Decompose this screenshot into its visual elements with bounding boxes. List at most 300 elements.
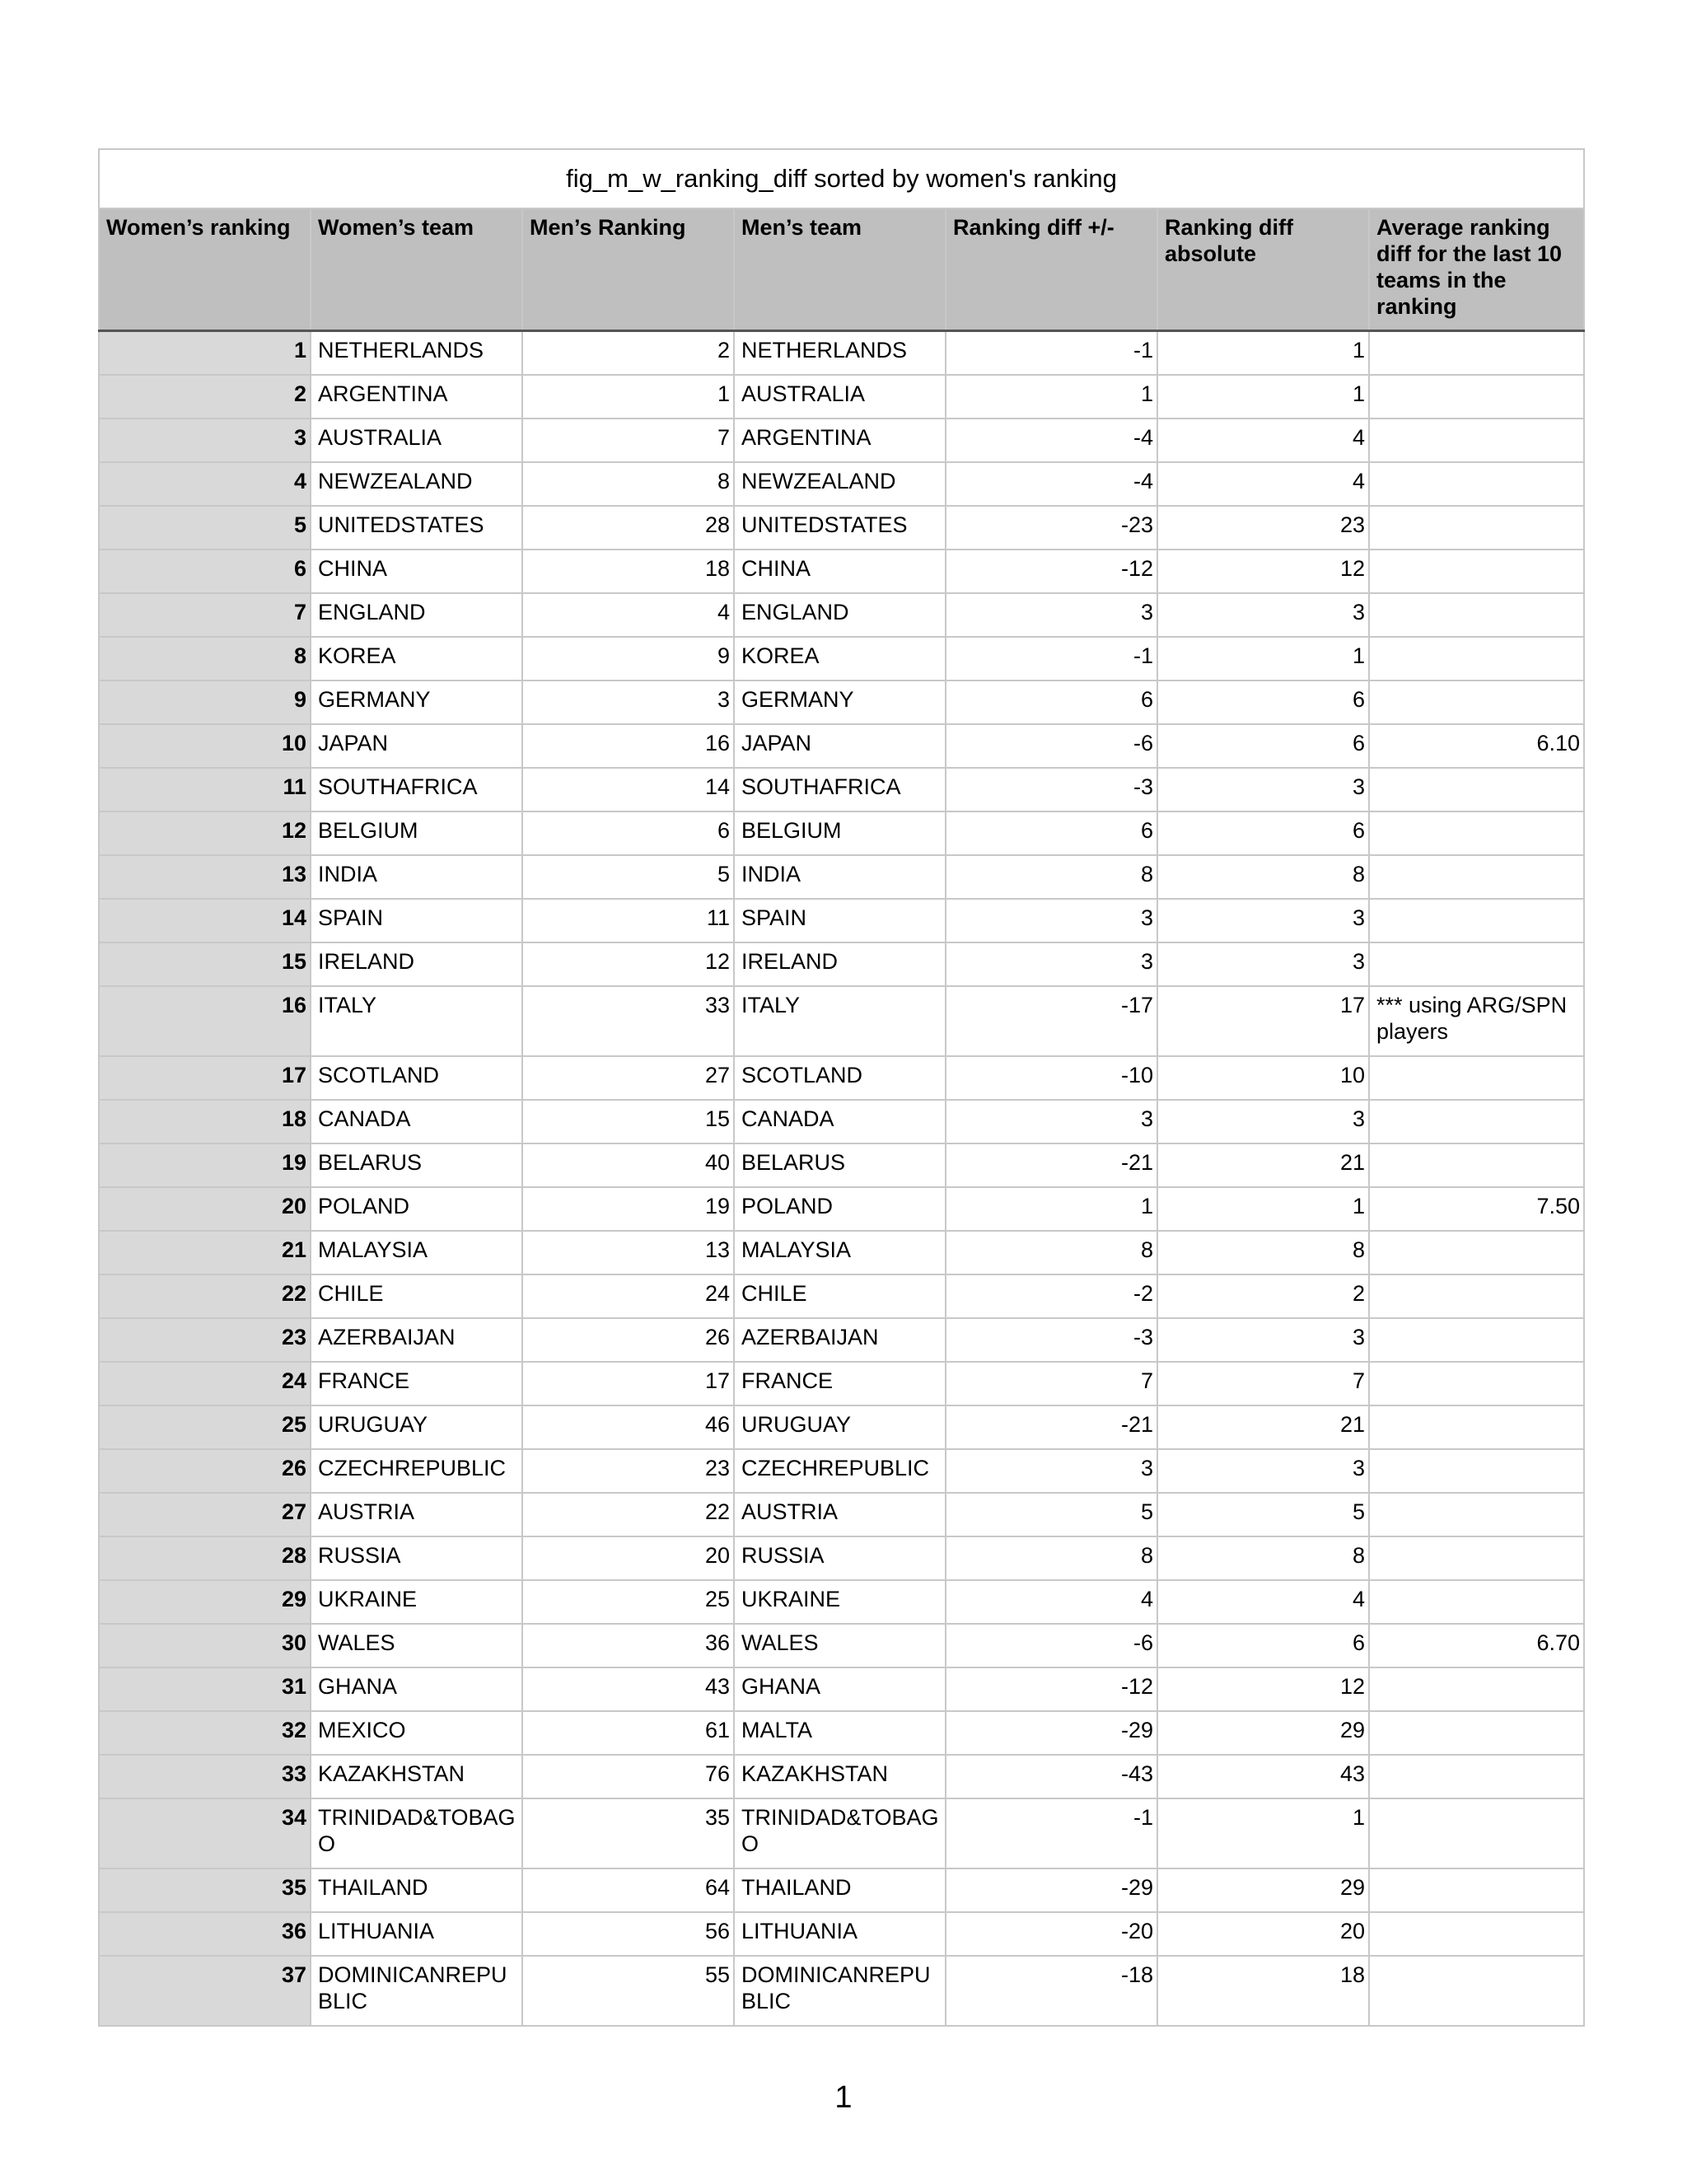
table-row (99, 1362, 1584, 1405)
mens-team-cell: LITHUANIA (734, 1912, 946, 1956)
mens-ranking-cell: 28 (522, 506, 734, 550)
mens-team-cell: GERMANY (734, 680, 946, 724)
womens-team-cell: BELARUS (311, 1143, 522, 1187)
mens-team-cell: URUGUAY (734, 1405, 946, 1449)
mens-ranking-cell: 16 (522, 724, 734, 768)
womens-team-cell: KOREA (311, 637, 522, 680)
mens-team-cell: KAZAKHSTAN (734, 1755, 946, 1798)
ranking-diff-absolute-cell: 29 (1157, 1711, 1369, 1755)
mens-team-cell: WALES (734, 1624, 946, 1667)
mens-team-cell: AUSTRALIA (734, 375, 946, 419)
womens-ranking-cell: 36 (99, 1912, 311, 1956)
ranking-diff-cell: -18 (946, 1956, 1157, 2026)
header-average-ranking-diff: Average ranking diff for the last 10 teams in the ranking (1369, 208, 1584, 331)
table-row (99, 811, 1584, 855)
ranking-diff-absolute-cell: 3 (1157, 1100, 1369, 1143)
ranking-diff-absolute-cell: 23 (1157, 506, 1369, 550)
womens-team-cell: LITHUANIA (311, 1912, 522, 1956)
womens-team-cell: TRINIDAD&TOBAGO (311, 1798, 522, 1868)
mens-team-cell: GHANA (734, 1667, 946, 1711)
mens-team-cell: NETHERLANDS (734, 331, 946, 375)
header-womens-team: Women’s team (311, 208, 522, 331)
womens-ranking-cell: 35 (99, 1868, 311, 1912)
table-row (99, 724, 1584, 768)
womens-team-cell: WALES (311, 1624, 522, 1667)
ranking-diff-absolute-cell: 29 (1157, 1868, 1369, 1912)
ranking-diff-cell: 3 (946, 1449, 1157, 1493)
womens-team-cell: AZERBAIJAN (311, 1318, 522, 1362)
womens-ranking-cell: 28 (99, 1536, 311, 1580)
ranking-diff-absolute-cell: 8 (1157, 1231, 1369, 1274)
mens-ranking-cell: 43 (522, 1667, 734, 1711)
womens-team-cell: IRELAND (311, 942, 522, 986)
table-row (99, 1449, 1584, 1493)
womens-team-cell: BELGIUM (311, 811, 522, 855)
womens-ranking-cell: 15 (99, 942, 311, 986)
ranking-diff-cell: 1 (946, 375, 1157, 419)
ranking-diff-cell: -3 (946, 768, 1157, 811)
mens-team-cell: AUSTRIA (734, 1493, 946, 1536)
womens-ranking-cell: 33 (99, 1755, 311, 1798)
table-row (99, 637, 1584, 680)
table-row (99, 1956, 1584, 2026)
ranking-diff-absolute-cell: 12 (1157, 550, 1369, 593)
ranking-diff-absolute-cell: 3 (1157, 942, 1369, 986)
ranking-diff-cell: -4 (946, 462, 1157, 506)
ranking-diff-cell: -1 (946, 331, 1157, 375)
average-ranking-diff-cell (1369, 1667, 1584, 1711)
header-row (99, 208, 1584, 331)
ranking-diff-cell: 3 (946, 1100, 1157, 1143)
ranking-diff-cell: 8 (946, 1231, 1157, 1274)
average-ranking-diff-cell (1369, 1405, 1584, 1449)
mens-ranking-cell: 33 (522, 986, 734, 1056)
mens-team-cell: TRINIDAD&TOBAGO (734, 1798, 946, 1868)
ranking-diff-absolute-cell: 3 (1157, 593, 1369, 637)
mens-team-cell: AZERBAIJAN (734, 1318, 946, 1362)
table-row (99, 375, 1584, 419)
mens-ranking-cell: 36 (522, 1624, 734, 1667)
ranking-diff-cell: -29 (946, 1711, 1157, 1755)
mens-ranking-cell: 3 (522, 680, 734, 724)
ranking-diff-absolute-cell: 20 (1157, 1912, 1369, 1956)
mens-team-cell: DOMINICANREPUBLIC (734, 1956, 946, 2026)
mens-ranking-cell: 40 (522, 1143, 734, 1187)
womens-team-cell: CANADA (311, 1100, 522, 1143)
womens-team-cell: RUSSIA (311, 1536, 522, 1580)
table-row (99, 1536, 1584, 1580)
average-ranking-diff-cell (1369, 550, 1584, 593)
table-row (99, 1624, 1584, 1667)
table-row (99, 1056, 1584, 1100)
ranking-diff-absolute-cell: 4 (1157, 1580, 1369, 1624)
table-title: fig_m_w_ranking_diff sorted by women's ranking (99, 149, 1584, 208)
header-ranking-diff: Ranking diff +/- (946, 208, 1157, 331)
mens-ranking-cell: 5 (522, 855, 734, 899)
average-ranking-diff-cell (1369, 1493, 1584, 1536)
mens-ranking-cell: 4 (522, 593, 734, 637)
header-womens-ranking: Women’s ranking (99, 208, 311, 331)
ranking-diff-cell: 6 (946, 811, 1157, 855)
womens-ranking-cell: 32 (99, 1711, 311, 1755)
page-number: 1 (834, 2080, 853, 2115)
table-row (99, 1755, 1584, 1798)
ranking-diff-absolute-cell: 5 (1157, 1493, 1369, 1536)
mens-team-cell: CHINA (734, 550, 946, 593)
table-row (99, 1318, 1584, 1362)
average-ranking-diff-cell (1369, 1231, 1584, 1274)
average-ranking-diff-cell (1369, 768, 1584, 811)
womens-ranking-cell: 34 (99, 1798, 311, 1868)
average-ranking-diff-cell (1369, 1100, 1584, 1143)
womens-team-cell: UNITEDSTATES (311, 506, 522, 550)
average-ranking-diff-cell: 6.10 (1369, 724, 1584, 768)
ranking-diff-absolute-cell: 6 (1157, 811, 1369, 855)
table-row (99, 899, 1584, 942)
womens-team-cell: UKRAINE (311, 1580, 522, 1624)
ranking-diff-absolute-cell: 1 (1157, 1187, 1369, 1231)
ranking-diff-cell: 4 (946, 1580, 1157, 1624)
table-row (99, 593, 1584, 637)
ranking-diff-cell: -20 (946, 1912, 1157, 1956)
table-row (99, 1274, 1584, 1318)
average-ranking-diff-cell (1369, 331, 1584, 375)
womens-ranking-cell: 24 (99, 1362, 311, 1405)
womens-team-cell: GHANA (311, 1667, 522, 1711)
average-ranking-diff-cell (1369, 1711, 1584, 1755)
mens-ranking-cell: 7 (522, 419, 734, 462)
table-row (99, 768, 1584, 811)
average-ranking-diff-cell (1369, 462, 1584, 506)
womens-ranking-cell: 11 (99, 768, 311, 811)
table-row (99, 855, 1584, 899)
mens-ranking-cell: 12 (522, 942, 734, 986)
ranking-diff-absolute-cell: 10 (1157, 1056, 1369, 1100)
ranking-diff-absolute-cell: 3 (1157, 899, 1369, 942)
mens-team-cell: NEWZEALAND (734, 462, 946, 506)
table-row (99, 1143, 1584, 1187)
mens-ranking-cell: 46 (522, 1405, 734, 1449)
average-ranking-diff-cell (1369, 1798, 1584, 1868)
womens-team-cell: SOUTHAFRICA (311, 768, 522, 811)
womens-team-cell: ENGLAND (311, 593, 522, 637)
mens-ranking-cell: 64 (522, 1868, 734, 1912)
mens-team-cell: CZECHREPUBLIC (734, 1449, 946, 1493)
womens-team-cell: MALAYSIA (311, 1231, 522, 1274)
mens-ranking-cell: 76 (522, 1755, 734, 1798)
womens-ranking-cell: 29 (99, 1580, 311, 1624)
table-row (99, 1493, 1584, 1536)
womens-ranking-cell: 2 (99, 375, 311, 419)
womens-ranking-cell: 3 (99, 419, 311, 462)
mens-ranking-cell: 61 (522, 1711, 734, 1755)
womens-ranking-cell: 20 (99, 1187, 311, 1231)
womens-ranking-cell: 31 (99, 1667, 311, 1711)
average-ranking-diff-cell: 6.70 (1369, 1624, 1584, 1667)
ranking-diff-absolute-cell: 6 (1157, 1624, 1369, 1667)
mens-ranking-cell: 24 (522, 1274, 734, 1318)
womens-team-cell: ITALY (311, 986, 522, 1056)
average-ranking-diff-cell (1369, 1536, 1584, 1580)
ranking-diff-absolute-cell: 3 (1157, 1318, 1369, 1362)
ranking-diff-absolute-cell: 1 (1157, 637, 1369, 680)
ranking-diff-absolute-cell: 12 (1157, 1667, 1369, 1711)
ranking-diff-absolute-cell: 3 (1157, 768, 1369, 811)
average-ranking-diff-cell (1369, 811, 1584, 855)
womens-ranking-cell: 5 (99, 506, 311, 550)
average-ranking-diff-cell (1369, 1362, 1584, 1405)
ranking-diff-cell: -2 (946, 1274, 1157, 1318)
header-mens-ranking: Men’s Ranking (522, 208, 734, 331)
womens-ranking-cell: 21 (99, 1231, 311, 1274)
womens-team-cell: THAILAND (311, 1868, 522, 1912)
header-ranking-diff-absolute: Ranking diff absolute (1157, 208, 1369, 331)
mens-ranking-cell: 1 (522, 375, 734, 419)
mens-ranking-cell: 18 (522, 550, 734, 593)
mens-team-cell: SCOTLAND (734, 1056, 946, 1100)
womens-ranking-cell: 22 (99, 1274, 311, 1318)
ranking-diff-absolute-cell: 17 (1157, 986, 1369, 1056)
womens-ranking-cell: 9 (99, 680, 311, 724)
average-ranking-diff-cell (1369, 680, 1584, 724)
ranking-diff-cell: -4 (946, 419, 1157, 462)
ranking-diff-cell: -10 (946, 1056, 1157, 1100)
average-ranking-diff-cell (1369, 899, 1584, 942)
average-ranking-diff-cell (1369, 1449, 1584, 1493)
average-ranking-diff-cell (1369, 1143, 1584, 1187)
ranking-diff-cell: 3 (946, 942, 1157, 986)
mens-team-cell: BELARUS (734, 1143, 946, 1187)
table-row (99, 550, 1584, 593)
ranking-diff-cell: -1 (946, 637, 1157, 680)
ranking-diff-absolute-cell: 6 (1157, 724, 1369, 768)
mens-team-cell: SOUTHAFRICA (734, 768, 946, 811)
mens-ranking-cell: 17 (522, 1362, 734, 1405)
ranking-diff-cell: 3 (946, 899, 1157, 942)
ranking-diff-absolute-cell: 18 (1157, 1956, 1369, 2026)
ranking-diff-absolute-cell: 1 (1157, 375, 1369, 419)
mens-ranking-cell: 26 (522, 1318, 734, 1362)
ranking-diff-cell: -17 (946, 986, 1157, 1056)
average-ranking-diff-cell (1369, 1956, 1584, 2026)
mens-team-cell: ARGENTINA (734, 419, 946, 462)
note-cell: *** using ARG/SPN players (1369, 986, 1584, 1056)
mens-team-cell: UKRAINE (734, 1580, 946, 1624)
mens-team-cell: MALAYSIA (734, 1231, 946, 1274)
mens-team-cell: ITALY (734, 986, 946, 1056)
mens-ranking-cell: 20 (522, 1536, 734, 1580)
womens-team-cell: ARGENTINA (311, 375, 522, 419)
womens-ranking-cell: 30 (99, 1624, 311, 1667)
ranking-diff-cell: -3 (946, 1318, 1157, 1362)
ranking-diff-absolute-cell: 43 (1157, 1755, 1369, 1798)
ranking-diff-cell: 3 (946, 593, 1157, 637)
average-ranking-diff-cell (1369, 637, 1584, 680)
mens-team-cell: KOREA (734, 637, 946, 680)
mens-team-cell: INDIA (734, 855, 946, 899)
womens-ranking-cell: 25 (99, 1405, 311, 1449)
mens-ranking-cell: 35 (522, 1798, 734, 1868)
ranking-diff-cell: -6 (946, 724, 1157, 768)
mens-team-cell: CHILE (734, 1274, 946, 1318)
mens-ranking-cell: 23 (522, 1449, 734, 1493)
womens-team-cell: CHILE (311, 1274, 522, 1318)
ranking-diff-cell: -12 (946, 1667, 1157, 1711)
mens-ranking-cell: 11 (522, 899, 734, 942)
mens-ranking-cell: 15 (522, 1100, 734, 1143)
average-ranking-diff-cell (1369, 1868, 1584, 1912)
table-row (99, 1711, 1584, 1755)
womens-ranking-cell: 4 (99, 462, 311, 506)
average-ranking-diff-cell (1369, 855, 1584, 899)
ranking-diff-absolute-cell: 1 (1157, 1798, 1369, 1868)
womens-team-cell: JAPAN (311, 724, 522, 768)
womens-ranking-cell: 14 (99, 899, 311, 942)
womens-team-cell: KAZAKHSTAN (311, 1755, 522, 1798)
womens-team-cell: AUSTRALIA (311, 419, 522, 462)
table-row (99, 1231, 1584, 1274)
ranking-diff-cell: 8 (946, 855, 1157, 899)
ranking-diff-absolute-cell: 1 (1157, 331, 1369, 375)
mens-team-cell: JAPAN (734, 724, 946, 768)
ranking-diff-absolute-cell: 6 (1157, 680, 1369, 724)
mens-ranking-cell: 25 (522, 1580, 734, 1624)
table-body (99, 331, 1584, 2026)
ranking-diff-cell: -21 (946, 1143, 1157, 1187)
header-mens-team: Men’s team (734, 208, 946, 331)
average-ranking-diff-cell (1369, 593, 1584, 637)
ranking-diff-cell: -21 (946, 1405, 1157, 1449)
table-row (99, 1667, 1584, 1711)
womens-ranking-cell: 1 (99, 331, 311, 375)
table-row (99, 462, 1584, 506)
table-row (99, 1798, 1584, 1868)
womens-team-cell: FRANCE (311, 1362, 522, 1405)
table-row (99, 1187, 1584, 1231)
womens-ranking-cell: 27 (99, 1493, 311, 1536)
ranking-diff-absolute-cell: 4 (1157, 462, 1369, 506)
womens-ranking-cell: 19 (99, 1143, 311, 1187)
average-ranking-diff-cell (1369, 1056, 1584, 1100)
ranking-diff-absolute-cell: 8 (1157, 855, 1369, 899)
womens-team-cell: GERMANY (311, 680, 522, 724)
table-row (99, 506, 1584, 550)
womens-ranking-cell: 8 (99, 637, 311, 680)
average-ranking-diff-cell (1369, 506, 1584, 550)
ranking-diff-cell: 5 (946, 1493, 1157, 1536)
mens-team-cell: THAILAND (734, 1868, 946, 1912)
mens-ranking-cell: 9 (522, 637, 734, 680)
ranking-diff-absolute-cell: 7 (1157, 1362, 1369, 1405)
average-ranking-diff-cell (1369, 1318, 1584, 1362)
ranking-diff-absolute-cell: 21 (1157, 1143, 1369, 1187)
ranking-diff-absolute-cell: 8 (1157, 1536, 1369, 1580)
average-ranking-diff-cell: 7.50 (1369, 1187, 1584, 1231)
mens-team-cell: IRELAND (734, 942, 946, 986)
mens-team-cell: RUSSIA (734, 1536, 946, 1580)
table-row (99, 1405, 1584, 1449)
womens-ranking-cell: 13 (99, 855, 311, 899)
mens-ranking-cell: 56 (522, 1912, 734, 1956)
ranking-diff-cell: 8 (946, 1536, 1157, 1580)
womens-ranking-cell: 37 (99, 1956, 311, 2026)
table-row (99, 680, 1584, 724)
womens-ranking-cell: 10 (99, 724, 311, 768)
womens-ranking-cell: 7 (99, 593, 311, 637)
womens-team-cell: SPAIN (311, 899, 522, 942)
ranking-diff-absolute-cell: 2 (1157, 1274, 1369, 1318)
mens-ranking-cell: 2 (522, 331, 734, 375)
table-row (99, 986, 1584, 1056)
table-row (99, 419, 1584, 462)
mens-ranking-cell: 13 (522, 1231, 734, 1274)
average-ranking-diff-cell (1369, 1755, 1584, 1798)
table-row (99, 1580, 1584, 1624)
ranking-diff-absolute-cell: 21 (1157, 1405, 1369, 1449)
womens-ranking-cell: 23 (99, 1318, 311, 1362)
mens-ranking-cell: 8 (522, 462, 734, 506)
womens-team-cell: URUGUAY (311, 1405, 522, 1449)
mens-ranking-cell: 22 (522, 1493, 734, 1536)
womens-ranking-cell: 26 (99, 1449, 311, 1493)
average-ranking-diff-cell (1369, 375, 1584, 419)
ranking-diff-cell: -6 (946, 1624, 1157, 1667)
womens-ranking-cell: 16 (99, 986, 311, 1056)
average-ranking-diff-cell (1369, 1912, 1584, 1956)
womens-ranking-cell: 18 (99, 1100, 311, 1143)
table-row (99, 1868, 1584, 1912)
ranking-diff-cell: 1 (946, 1187, 1157, 1231)
ranking-diff-cell: 7 (946, 1362, 1157, 1405)
mens-team-cell: CANADA (734, 1100, 946, 1143)
womens-team-cell: POLAND (311, 1187, 522, 1231)
womens-team-cell: AUSTRIA (311, 1493, 522, 1536)
womens-ranking-cell: 17 (99, 1056, 311, 1100)
ranking-diff-cell: -23 (946, 506, 1157, 550)
mens-team-cell: ENGLAND (734, 593, 946, 637)
mens-ranking-cell: 55 (522, 1956, 734, 2026)
table-row (99, 942, 1584, 986)
ranking-diff-cell: 6 (946, 680, 1157, 724)
ranking-table (98, 148, 1585, 2027)
womens-team-cell: NETHERLANDS (311, 331, 522, 375)
womens-team-cell: MEXICO (311, 1711, 522, 1755)
mens-team-cell: POLAND (734, 1187, 946, 1231)
ranking-diff-cell: -1 (946, 1798, 1157, 1868)
womens-team-cell: DOMINICANREPUBLIC (311, 1956, 522, 2026)
table-row (99, 1912, 1584, 1956)
mens-ranking-cell: 27 (522, 1056, 734, 1100)
womens-team-cell: NEWZEALAND (311, 462, 522, 506)
womens-team-cell: CZECHREPUBLIC (311, 1449, 522, 1493)
average-ranking-diff-cell (1369, 942, 1584, 986)
ranking-diff-cell: -43 (946, 1755, 1157, 1798)
average-ranking-diff-cell (1369, 1274, 1584, 1318)
ranking-diff-cell: -12 (946, 550, 1157, 593)
mens-ranking-cell: 14 (522, 768, 734, 811)
womens-ranking-cell: 12 (99, 811, 311, 855)
average-ranking-diff-cell (1369, 419, 1584, 462)
mens-team-cell: BELGIUM (734, 811, 946, 855)
mens-team-cell: SPAIN (734, 899, 946, 942)
mens-team-cell: MALTA (734, 1711, 946, 1755)
womens-team-cell: INDIA (311, 855, 522, 899)
table-row (99, 331, 1584, 375)
womens-ranking-cell: 6 (99, 550, 311, 593)
womens-team-cell: CHINA (311, 550, 522, 593)
mens-ranking-cell: 6 (522, 811, 734, 855)
womens-team-cell: SCOTLAND (311, 1056, 522, 1100)
